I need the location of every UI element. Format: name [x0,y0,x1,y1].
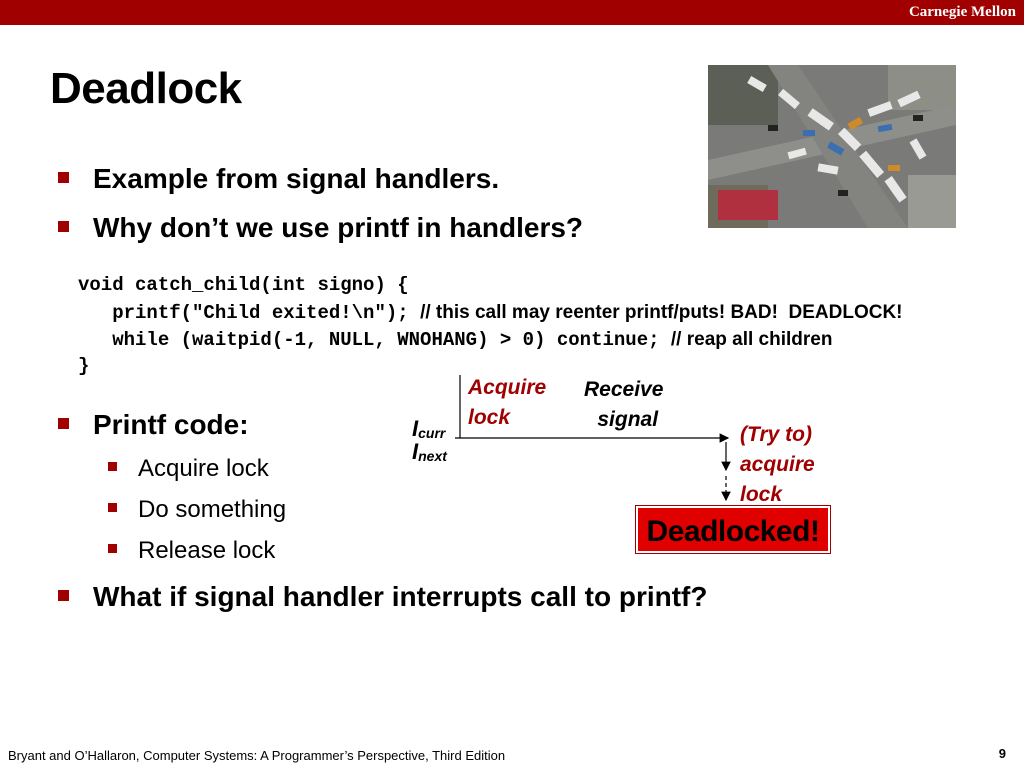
code-comment: // this call may reenter printf/puts! BAD! DEADLOCK! [420,302,903,323]
i-next-sub: next [418,448,447,464]
slide-title: Deadlock [50,64,242,113]
acquire-lock-line2: lock [468,406,511,429]
try-acquire-label [740,420,815,510]
receive-signal-line1: Receive [584,378,664,401]
bullet-text: What if signal handler interrupts call to printf? [93,581,708,612]
code-comment: // reap all children [670,329,833,350]
sub-bullet-text: Release lock [138,537,276,564]
code-line-4: } [78,355,90,377]
bullet-text: Why don’t we use printf in handlers? [93,212,584,243]
deadlocked-box: Deadlocked! [636,506,830,553]
try-acquire-line3: lock [740,483,783,506]
page-number: 9 [998,746,1006,761]
code-line-1: void catch_child(int signo) { [78,274,409,296]
try-acquire-line1: (Try to) [740,423,812,446]
i-next-label [412,439,447,465]
acquire-lock-label [468,373,546,433]
i-next-main: I [412,439,419,464]
bullet-text: Example from signal handlers. [93,163,500,194]
i-curr-main: I [412,416,419,441]
try-acquire-line2: acquire [740,453,815,476]
code-text: while (waitpid(-1, NULL, WNOHANG) > 0) continue; [78,329,671,351]
brand-label: Carnegie Mellon [908,4,1016,20]
i-curr-sub: curr [418,425,446,441]
sub-bullet-text: Acquire lock [138,455,269,482]
code-text: printf("Child exited!\n"); [78,302,421,324]
bullet-text: Printf code: [93,409,249,440]
receive-signal-line2: signal [597,408,659,431]
footer-citation: Bryant and O’Hallaron, Computer Systems: A Programmer’s Perspective, Third Edition [8,748,506,763]
sub-bullet-text: Do something [138,496,287,523]
receive-signal-label [584,375,663,435]
acquire-lock-line1: Acquire [468,376,547,399]
